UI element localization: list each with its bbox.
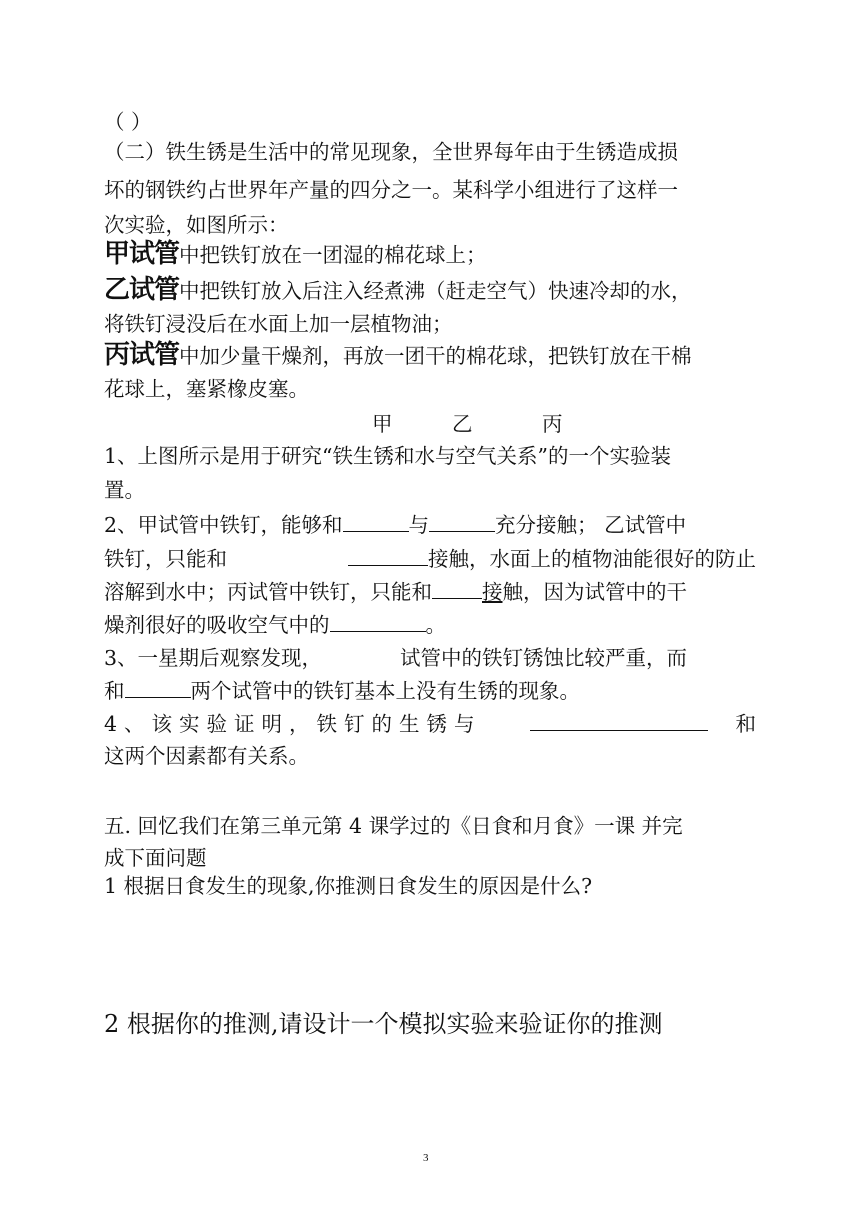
q2-line-4: 燥剂很好的吸收空气中的 。 <box>104 613 446 637</box>
section5-question-1: 1 根据日食发生的现象,你推测日食发生的原因是什么? <box>104 874 593 898</box>
tube-yi-label: 乙试管 <box>104 275 180 305</box>
blank-2[interactable] <box>429 511 495 532</box>
q1-line-1: 1、上图所示是用于研究“铁生锈和水与空气关系”的一个实验装 <box>104 444 672 468</box>
blank-5[interactable] <box>330 611 426 632</box>
figure-label-yi: 乙 <box>452 412 473 436</box>
tube-jia-label: 甲试管 <box>104 239 180 269</box>
blank-7[interactable] <box>530 710 708 731</box>
q3-line-2: 和 两个试管中的铁钉基本上没有生锈的现象。 <box>104 679 580 703</box>
tube-yi-text: 中把铁钉放入后注入经煮沸（赶走空气）快速冷却的水， <box>179 279 692 303</box>
page-number: 3 <box>423 1152 429 1164</box>
blank-3[interactable] <box>348 545 428 566</box>
section5-question-2: 2 根据你的推测,请设计一个模拟实验来验证你的推测 <box>104 1010 663 1038</box>
tube-jia-line <box>104 240 756 269</box>
q4-line-1: 4、该实验证明，铁钉的生锈与 和 <box>104 712 756 736</box>
q2-line-3: 溶解到水中；丙试管中铁钉，只能和 接触，因为试管中的干 <box>104 580 687 604</box>
q4-line-2: 这两个因素都有关系。 <box>104 744 309 768</box>
tube-bing-line-2: 花球上，塞紧橡皮塞。 <box>104 377 309 401</box>
q3-line-1: 3、一星期后观察发现， 试管中的铁钉锈蚀比较严重，而 <box>104 646 688 670</box>
figure-label-jia: 甲 <box>372 412 393 436</box>
section5-title-1: 五. 回忆我们在第三单元第 4 课学过的《日食和月食》一课 并完 <box>104 814 683 838</box>
blank-6[interactable] <box>125 677 191 698</box>
tube-bing-label: 丙试管 <box>104 340 180 370</box>
tube-jia-text: 中把铁钉放在一团湿的棉花球上； <box>179 243 487 267</box>
blank-4[interactable] <box>432 578 482 599</box>
tube-bing-text: 中加少量干燥剂，再放一团干的棉花球，把铁钉放在干棉 <box>179 344 692 368</box>
tube-yi-line-2: 将铁钉浸没后在水面上加一层植物油； <box>104 312 453 336</box>
section5-title-2: 成下面问题 <box>104 846 207 870</box>
q1-line-2: 置。 <box>104 478 145 502</box>
tube-yi-line <box>104 276 756 305</box>
tube-bing-line <box>104 341 756 370</box>
q2-line-2: 铁钉，只能和 接触，水面上的植物油能很好的防止 <box>104 547 756 571</box>
figure-label-bing: 丙 <box>542 412 563 436</box>
intro-line-1: （二）铁生锈是生活中的常见现象，全世界每年由于生锈造成损 <box>104 140 678 164</box>
blank-1[interactable] <box>343 511 409 532</box>
intro-line-3: 次实验，如图所示： <box>104 213 289 237</box>
q2-line-1: 2、甲试管中铁钉，能够和 与 充分接触； 乙试管中 <box>104 513 687 537</box>
paren-line: （ ） <box>104 110 152 134</box>
intro-line-2: 坏的钢铁约占世界年产量的四分之一。某科学小组进行了这样一 <box>104 178 678 202</box>
